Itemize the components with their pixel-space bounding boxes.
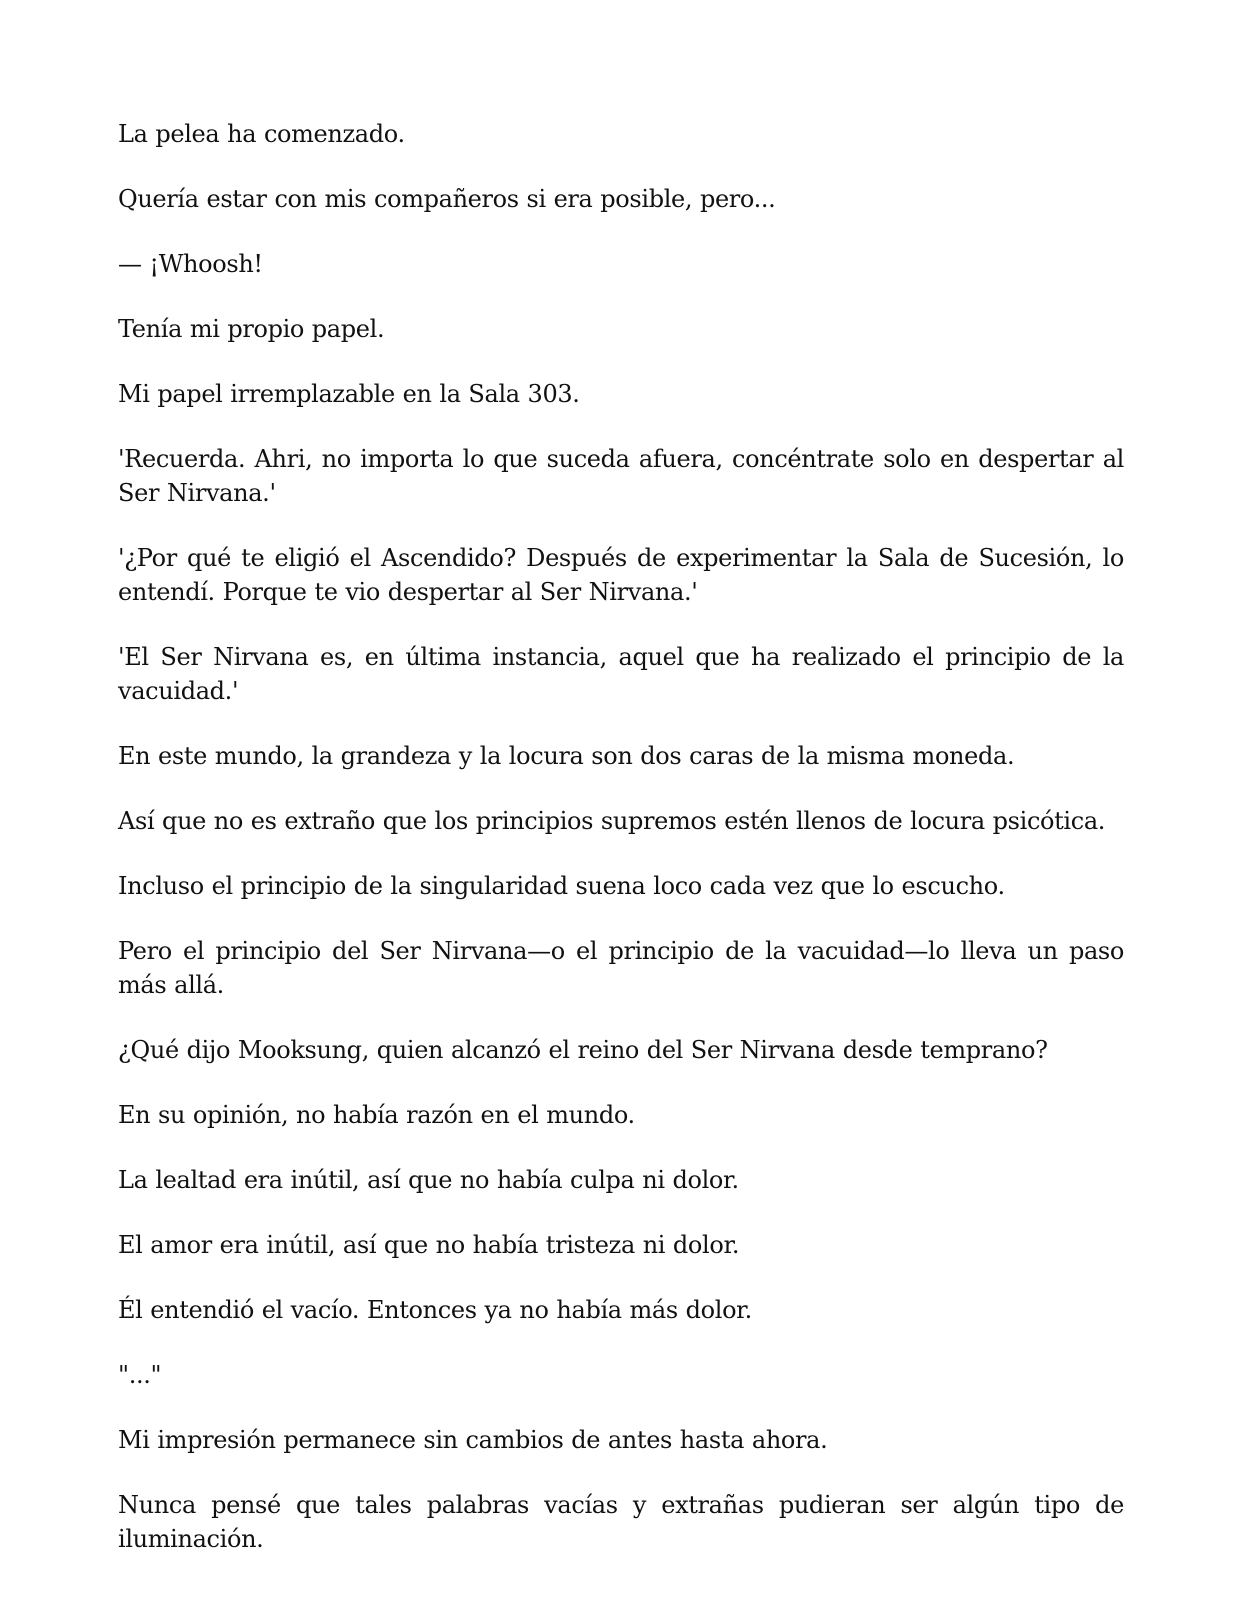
paragraph: Nunca pensé que tales palabras vacías y extrañas pudieran ser algún tipo de iluminación. [118, 1491, 1124, 1553]
paragraph: ¿Qué dijo Mooksung, quien alcanzó el reino del Ser Nirvana desde temprano? [118, 1036, 1048, 1064]
paragraph: Tenía mi propio papel. [118, 315, 385, 343]
paragraph: 'El Ser Nirvana es, en última instancia, aquel que ha realizado el principio de la vacuidad.' [118, 643, 1124, 705]
paragraph: En este mundo, la grandeza y la locura son dos caras de la misma moneda. [118, 742, 1015, 770]
document-body [118, 117, 1124, 1587]
paragraph: Pero el principio del Ser Nirvana—o el principio de la vacuidad—lo lleva un paso más allá. [118, 937, 1124, 999]
paragraph: "..." [118, 1361, 162, 1389]
paragraph: Mi papel irremplazable en la Sala 303. [118, 380, 580, 408]
paragraph: Así que no es extraño que los principios supremos estén llenos de locura psicótica. [118, 807, 1106, 835]
paragraph: El amor era inútil, así que no había tristeza ni dolor. [118, 1231, 740, 1259]
paragraph: Incluso el principio de la singularidad suena loco cada vez que lo escucho. [118, 872, 1005, 900]
paragraph: La lealtad era inútil, así que no había culpa ni dolor. [118, 1166, 739, 1194]
paragraph: Quería estar con mis compañeros si era posible, pero... [118, 185, 776, 213]
paragraph: Mi impresión permanece sin cambios de antes hasta ahora. [118, 1426, 828, 1454]
paragraph: En su opinión, no había razón en el mundo. [118, 1101, 635, 1129]
paragraph: La pelea ha comenzado. [118, 120, 405, 148]
paragraph: — ¡Whoosh! [118, 250, 263, 278]
paragraph: 'Recuerda. Ahri, no importa lo que suceda afuera, concéntrate solo en despertar al Ser Nirvana.' [118, 445, 1124, 507]
paragraph: Él entendió el vacío. Entonces ya no había más dolor. [118, 1296, 752, 1324]
paragraph: '¿Por qué te eligió el Ascendido? Después de experimentar la Sala de Sucesión, lo entendí. Porque te vio despertar al Ser Nirvana.' [118, 544, 1124, 606]
